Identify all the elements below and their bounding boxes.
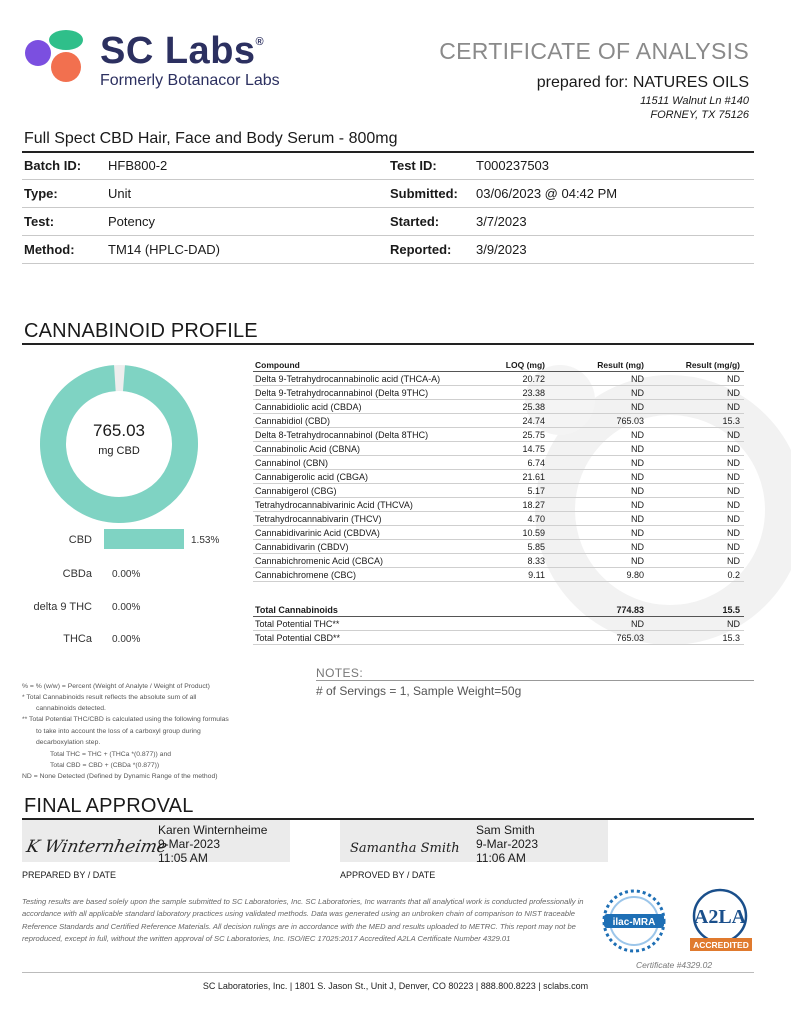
result-mgg: ND [727,374,740,384]
accredited-text: ACCREDITED [693,940,749,950]
result-mg: ND [631,500,644,510]
loq-value: 25.38 [522,402,545,412]
table-totals [253,603,744,645]
table-body [253,372,744,582]
bar-fill [104,529,184,549]
accreditation-seals [598,888,758,954]
a2la-seal [690,890,752,951]
prepared-for: prepared for: NATURES OILS [536,74,749,91]
bar-percent: 0.00% [112,569,141,580]
test-id-value: T000237503 [476,158,550,173]
total-result-mgg: 15.5 [722,605,740,615]
bar-percent: 1.53% [191,535,220,546]
ilac-text: ilac-MRA [612,917,656,928]
totals-row [253,603,744,617]
result-mgg: ND [727,528,740,538]
batch-id-label: Batch ID: [24,158,82,173]
started-value: 3/7/2023 [476,214,527,229]
footnote: decarboxylation step. [36,739,101,746]
result-mg: ND [631,556,644,566]
loq-value: 6.74 [527,458,545,468]
type-value: Unit [108,186,132,201]
compound-name: Cannabichromene (CBC) [255,570,357,580]
total-name: Total Potential CBD** [255,633,341,643]
loq-value: 9.11 [528,570,545,580]
meta-row-method [22,236,754,264]
result-mgg: 15.3 [722,416,740,426]
product-title: Full Spect CBD Hair, Face and Body Serum - 800mg [24,130,398,147]
result-mg: ND [631,388,644,398]
total-result-mgg: ND [727,619,740,629]
approved-time: 11:06 AM [476,851,526,865]
footnote: * Total Cannabinoids result reflects the absolute sum of all [22,694,197,701]
footnote: Total CBD = CBD + (CBDa *(0.877)) [50,762,160,769]
footnote: % = % (w/w) = Percent (Weight of Analyte / Weight of Product) [22,683,210,690]
logo-orange-blob [51,52,81,82]
table-header-row [253,358,744,372]
ilac-mra-seal [604,891,664,951]
compound-name: Tetrahydrocannabivarinic Acid (THCVA) [255,500,413,510]
prepared-signature-script: K Winternheime [24,837,170,857]
table-row [253,526,744,540]
loq-value: 4.70 [527,514,545,524]
footnote: Total THC = THC + (THCa *(0.877)) and [50,751,172,758]
compound-name: Cannabinol (CBN) [255,458,329,468]
certificate-number: Certificate #4329.02 [636,960,713,970]
client-address-line1: 11511 Walnut Ln #140 [640,95,749,107]
table-row [253,554,744,568]
divider [22,343,754,345]
total-result-mg: 765.03 [616,633,644,643]
compound-name: Cannabidivarin (CBDV) [255,542,349,552]
result-mg: ND [631,542,644,552]
table-row [253,372,744,386]
section-heading-approval: FINAL APPROVAL [24,795,194,817]
prepared-caption: PREPARED BY / DATE [22,870,117,880]
result-mg: ND [631,374,644,384]
approved-signature [346,830,470,860]
test-id-label: Test ID: [390,158,437,173]
table-row [253,414,744,428]
result-mgg: ND [727,556,740,566]
meta-row-test [22,208,754,236]
loq-value: 5.85 [527,542,545,552]
loq-value: 23.38 [522,388,545,398]
approved-signature-script: Samantha Smith [350,841,460,856]
result-mgg: ND [727,500,740,510]
table-row [253,568,744,582]
meta-row-type [22,180,754,208]
table-row [253,540,744,554]
result-mgg: ND [727,458,740,468]
total-result-mgg: 15.3 [722,633,740,643]
prepared-by-name: Karen Winternheime [158,823,268,837]
loq-value: 20.72 [522,374,545,384]
table-row [253,470,744,484]
section-heading-profile: CANNABINOID PROFILE [24,320,258,342]
compound-name: Cannabigerol (CBG) [255,486,337,496]
total-result-mg: 774.83 [616,605,644,615]
test-label: Test: [24,214,55,229]
submitted-label: Submitted: [390,186,458,201]
result-mgg: ND [727,402,740,412]
result-mgg: ND [727,472,740,482]
result-mg: ND [631,514,644,524]
meta-row-batch [22,152,754,180]
approved-date: 9-Mar-2023 [476,837,539,851]
table-row [253,386,744,400]
total-result-mg: ND [631,619,644,629]
header-result-mg: Result (mg) [597,360,644,370]
result-mgg: ND [727,444,740,454]
result-mg: 765.03 [616,416,644,426]
loq-value: 8.33 [527,556,545,566]
notes-text: # of Servings = 1, Sample Weight=50g [316,684,522,698]
result-mgg: ND [727,388,740,398]
footnote: ND = None Detected (Defined by Dynamic Range of the method) [22,773,218,780]
divider [22,972,754,973]
loq-value: 10.59 [522,528,545,538]
test-value: Potency [108,214,155,229]
bar-label: CBDa [62,568,92,580]
table-row [253,498,744,512]
loq-value: 21.61 [522,472,545,482]
registered-mark: ® [255,36,265,48]
loq-value: 14.75 [522,444,545,454]
legal-disclaimer: Testing results are based solely upon the sample submitted to SC Laboratories, Inc. SC Laboratories, Inc warrants that all analytical work is conducted professionally in accordance with all applicable standard laboratory practices using validated methods. Data was generated using an unbroken chain of comparison to NIST traceable Reference Standards and Certified Reference Materials. All decision rulings are in accordance with the MED and results uploaded to METRC. This report may not be reproduced, except in full, without the written approval of SC Laboratories, Inc. ISO/IEC 17025:2017 Accredited A2LA Certificate Number 4329.01 [22,897,584,944]
result-mg: ND [631,430,644,440]
a2la-text: A2LA [693,906,747,928]
compound-name: Delta 9-Tetrahydrocannabinolic acid (THCA-A) [255,374,441,384]
result-mgg: ND [727,486,740,496]
compound-name: Cannabigerolic acid (CBGA) [255,472,369,482]
loq-value: 18.27 [522,500,545,510]
table-row [253,400,744,414]
logo-green-blob [49,30,83,50]
table-row [253,428,744,442]
type-label: Type: [24,186,58,201]
bar-label: THCa [63,633,92,645]
bar-label: delta 9 THC [33,601,92,613]
result-mg: 9.80 [626,570,644,580]
logo-purple-blob [25,40,51,66]
result-mg: ND [631,444,644,454]
result-mgg: ND [727,542,740,552]
total-name: Total Cannabinoids [255,605,338,615]
loq-value: 25.75 [522,430,545,440]
result-mg: ND [631,486,644,496]
cbd-donut-chart [40,365,198,523]
table-row [253,484,744,498]
result-mgg: ND [727,430,740,440]
compound-name: Cannabidiolic acid (CBDA) [255,402,362,412]
started-label: Started: [390,214,440,229]
result-mgg: 0.2 [727,570,740,580]
submitted-value: 03/06/2023 @ 04:42 PM [476,186,618,201]
brand-tagline: Formerly Botanacor Labs [100,72,280,89]
compound-name: Delta 8-Tetrahydrocannabinol (Delta 8THC) [255,430,429,440]
result-mg: ND [631,528,644,538]
result-mg: ND [631,402,644,412]
header-compound: Compound [255,360,300,370]
header-loq: LOQ (mg) [505,360,545,370]
result-mg: ND [631,458,644,468]
approved-caption: APPROVED BY / DATE [340,870,436,880]
totals-row [253,631,744,645]
compound-name: Tetrahydrocannabivarin (THCV) [255,514,382,524]
table-row [253,442,744,456]
method-value: TM14 (HPLC-DAD) [108,242,220,257]
footnote: cannabinoids detected. [36,705,106,712]
donut-value: 765.03 [93,421,145,440]
result-mgg: ND [727,514,740,524]
divider [316,680,754,681]
total-name: Total Potential THC** [255,619,340,629]
client-address-line2: FORNEY, TX 75126 [650,109,749,121]
compound-name: Cannabichromenic Acid (CBCA) [255,556,384,566]
result-mg: ND [631,472,644,482]
prepared-date: 9-Mar-2023 [158,837,221,851]
results-table [253,358,744,645]
prepared-time: 11:05 AM [158,851,208,865]
reported-label: Reported: [390,242,452,257]
totals-row [253,617,744,631]
brand-name: SC Labs® [100,30,265,72]
footer-contact: SC Laboratories, Inc. | 1801 S. Jason St., Unit J, Denver, CO 80223 | 888.800.8223 | sclabs.com [202,981,589,991]
table-spacer [253,582,744,603]
reported-value: 3/9/2023 [476,242,527,257]
bar-label: CBD [68,534,92,546]
compound-name: Cannabinolic Acid (CBNA) [255,444,361,454]
loq-value: 5.17 [527,486,545,496]
footnote: ** Total Potential THC/CBD is calculated using the following formulas [22,716,229,723]
notes-heading: NOTES: [316,666,364,680]
loq-value: 24.74 [522,416,545,426]
batch-id-value: HFB800-2 [108,158,168,173]
table-row [253,512,744,526]
document-title: CERTIFICATE OF ANALYSIS [439,38,749,64]
approved-by-name: Sam Smith [476,823,535,837]
bar-percent: 0.00% [112,602,141,613]
compound-name: Cannabidiol (CBD) [255,416,331,426]
prepared-signature [24,822,170,862]
footnote: to take into account the loss of a carboxyl group during [36,728,201,735]
donut-unit: mg CBD [98,445,140,457]
header-result-mgg: Result (mg/g) [685,360,740,370]
compound-name: Cannabidivarinic Acid (CBDVA) [255,528,380,538]
bar-percent: 0.00% [112,634,141,645]
method-label: Method: [24,242,75,257]
compound-name: Delta 9-Tetrahydrocannabinol (Delta 9THC) [255,388,429,398]
table-row [253,456,744,470]
